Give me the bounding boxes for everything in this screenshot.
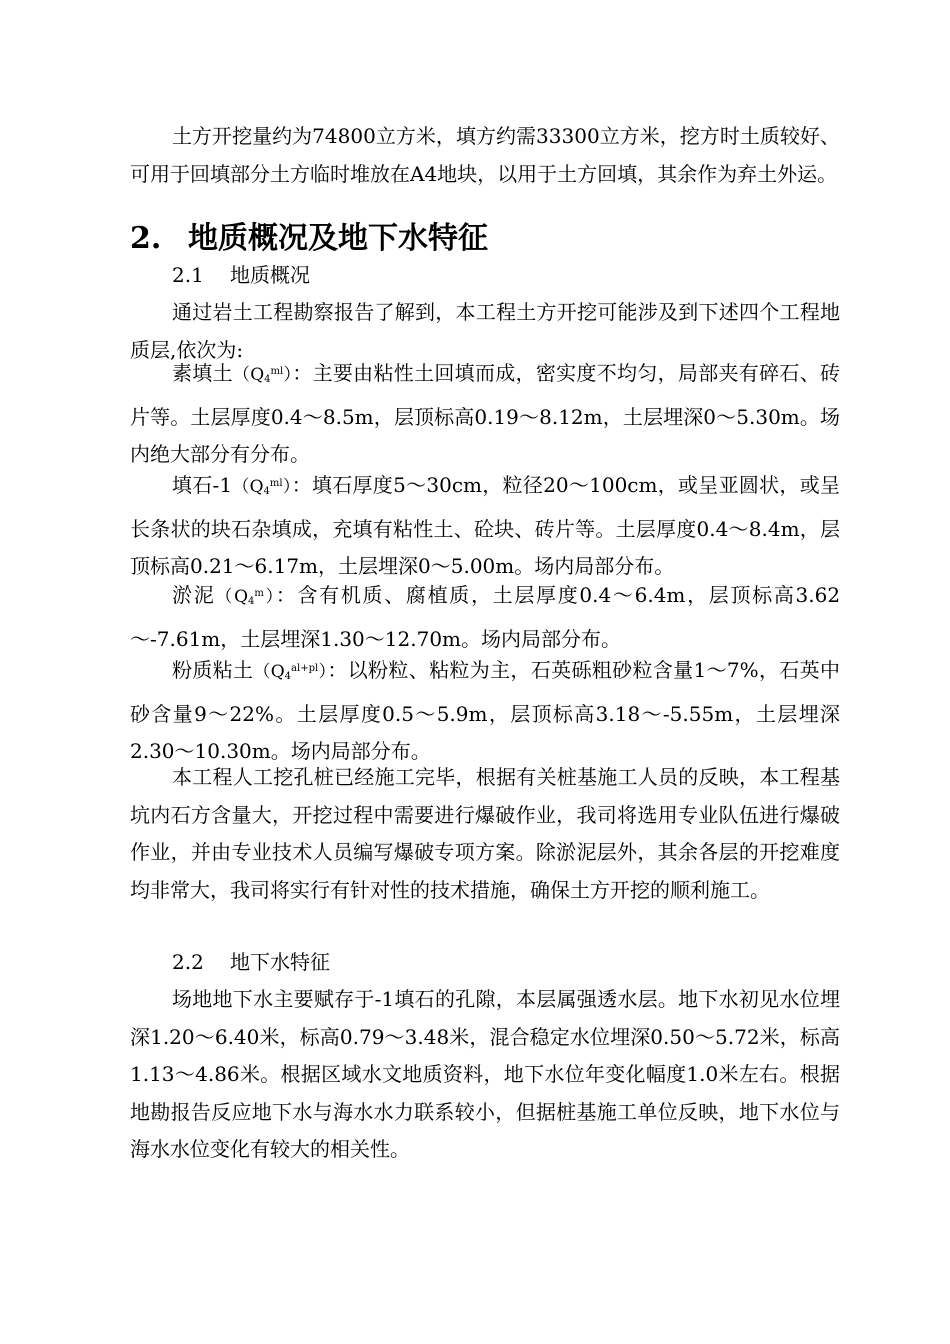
section-title: 地质概况及地下水特征 [188, 221, 488, 256]
section-2-2-heading [172, 944, 330, 981]
paragraph-groundwater: 场地地下水主要赋存于-1填石的孔隙，本层属强透水层。地下水初见水位埋深1.20～6.40米，标高0.79～3.48米，混合稳定水位埋深0.50～5.72米，标高1.13～4.86米。根据区域水文地质资料，地下水位年变化幅度1.0米左右。根据地勘报告反应地下水与海水水力联系较小，但据桩基施工单位反映，地下水位与海水水位变化有较大的相关性。 [130, 987, 840, 1161]
layer-description: ：以粉粒、粘粒为主，石英砾粗砂粒含量1～7%，石英中砂含量9～22%。土层厚度0.5～5.9m，层顶标高3.18～-5.55m，土层埋深2.30～10.30m。场内局部分布。 [130, 658, 841, 763]
layer-description: ：含有机质、腐植质，土层厚度0.4～6.4m，层顶标高3.62～-7.61m，土层埋深1.30～12.70m。场内局部分布。 [130, 583, 841, 651]
layer-name: 填石-1 [172, 473, 233, 497]
section-2-1-heading [172, 257, 310, 294]
geologic-age-label: $(Q_4^{al+pl})$ [253, 662, 328, 682]
paragraph-earthwork: 土方开挖量约为74800立方米，填方约需33300立方米，挖方时土质较好、可用于回填部分土方临时堆放在A4地块，以用于土方回填，其余作为弃土外运。 [130, 124, 840, 186]
layer-description: ：填石厚度5～30cm，粒径20～100cm，或呈亚圆状，或呈长条状的块石杂填成，充填有粘性土、砼块、砖片等。土层厚度0.4～8.4m，层顶标高0.21～6.17m，土层埋深0～5.00m。场内局部分布。 [130, 473, 840, 578]
layer-paragraph [130, 353, 840, 474]
layer-name: 素填土 [172, 361, 233, 385]
geologic-age-label: $(Q_4^{ml})$ [232, 477, 292, 497]
geologic-age-label: $(Q_4^m)$ [215, 587, 276, 607]
section-number: 2. [130, 221, 162, 256]
layer-paragraph [130, 575, 840, 658]
section-title: 地下水特征 [230, 950, 330, 974]
paragraph-intro: 通过岩土工程勘察报告了解到，本工程土方开挖可能涉及到下述四个工程地质层,依次为: [130, 300, 840, 362]
paragraph-blasting: 本工程人工挖孔桩已经施工完毕，根据有关桩基施工人员的反映，本工程基坑内石方含量大，开挖过程中需要进行爆破作业，我司将选用专业队伍进行爆破作业，并由专业技术人员编写爆破专项方案。除淤泥层外，其余各层的开挖难度均非常大，我司将实行有针对性的技术措施，确保土方开挖的顺利施工。 [130, 765, 840, 902]
section-2-heading [130, 220, 488, 257]
layer-paragraph [130, 465, 840, 586]
section-title: 地质概况 [230, 263, 310, 287]
layer-description: ：主要由粘性土回填而成，密实度不均匀，局部夹有碎石、砖片等。土层厚度0.4～8.5m，层顶标高0.19～8.12m，土层埋深0～5.30m。场内绝大部分有分布。 [130, 361, 840, 466]
section-number: 2.2 [172, 950, 204, 974]
section-number: 2.1 [172, 263, 204, 287]
layer-paragraph [130, 650, 840, 771]
layer-name: 粉质粘土 [172, 658, 254, 682]
layer-name: 淤泥 [172, 583, 216, 607]
geologic-age-label: $(Q_4^{ml})$ [232, 365, 293, 385]
